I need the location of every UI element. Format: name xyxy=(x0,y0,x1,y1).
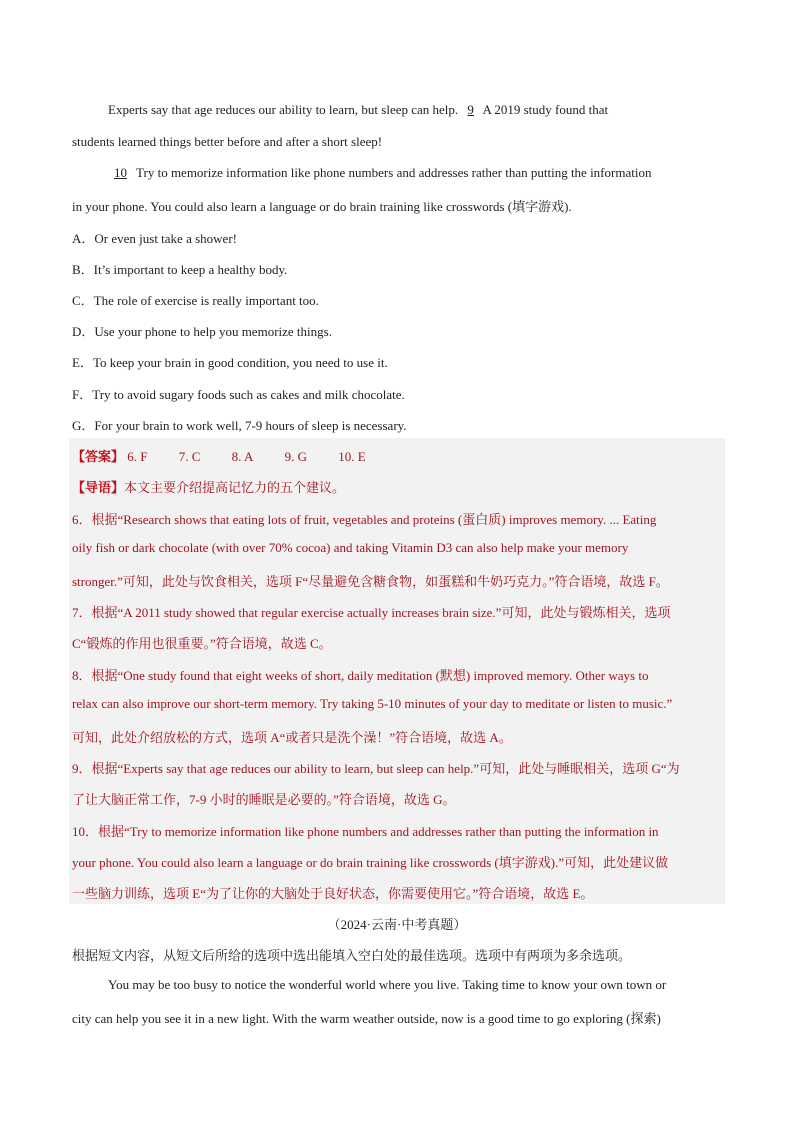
passage-text: Try to memorize information like phone numbers and addresses rather than putting the information xyxy=(136,165,652,180)
source-note: （2024·云南·中考真题） xyxy=(327,917,467,932)
option-c: C．The role of exercise is really important too. xyxy=(72,293,319,308)
explanation-line: stronger.”可知，此处与饮食相关，选项 F“尽量避免含糖食物，如蛋糕和牛奶巧克力。”符合语境，故选 F。 xyxy=(72,574,669,589)
option-e: E．To keep your brain in good condition, you need to use it. xyxy=(72,355,388,370)
explanation-line: 一些脑力训练，选项 E“为了让你的大脑处于良好状态，你需要使用它。”符合语境，故选 E。 xyxy=(72,886,594,901)
passage-text: A 2019 study found that xyxy=(482,102,609,117)
answer-item: 10. E xyxy=(338,449,366,464)
answer-item: 6. F xyxy=(127,449,148,464)
passage-line xyxy=(108,165,724,181)
answer-item: 9. G xyxy=(284,449,307,464)
explanation-line: oily fish or dark chocolate (with over 70% cocoa) and taking Vitamin D3 can also help make your memory xyxy=(72,540,629,555)
answer-item: 8. A xyxy=(231,449,254,464)
passage-line: city can help you see it in a new light. With the warm weather outside, now is a good time to go exploring (探索) xyxy=(72,1011,661,1026)
explanation-line: 6．根据“Research shows that eating lots of fruit, vegetables and proteins (蛋白质) improves memory. ... Eating xyxy=(72,512,657,527)
passage-text: Experts say that age reduces our ability to learn, but sleep can help. xyxy=(108,102,459,117)
explanation-line: 8．根据“One study found that eight weeks of short, daily meditation (默想) improved memory. Other ways to xyxy=(72,668,649,683)
passage-line: students learned things better before and after a short sleep! xyxy=(72,134,383,149)
guide-line xyxy=(72,477,724,496)
explanation-line: 9．根据“Experts say that age reduces our ability to learn, but sleep can help.”可知，此处与睡眠相关，选项 G“为 xyxy=(72,761,680,776)
option-f: F．Try to avoid sugary foods such as cakes and milk chocolate. xyxy=(72,387,405,402)
option-b: B．It’s important to keep a healthy body. xyxy=(72,262,288,277)
blank-10: 10 xyxy=(114,165,127,180)
explanation-line: 可知，此处介绍放松的方式，选项 A“或者只是洗个澡！”符合语境，故选 A。 xyxy=(72,730,512,745)
answer-line xyxy=(72,446,724,465)
explanation-line: 了让大脑正常工作，7-9 小时的睡眠是必要的。”符合语境，故选 G。 xyxy=(72,792,456,807)
option-a: A．Or even just take a shower! xyxy=(72,231,237,246)
explanation-line: relax can also improve our short-term memory. Try taking 5-10 minutes of your day to meditate or listen to music.” xyxy=(72,696,673,711)
passage-line: in your phone. You could also learn a language or do brain training like crosswords (填字游戏). xyxy=(72,199,572,214)
answer-item: 7. C xyxy=(178,449,201,464)
option-d: D．Use your phone to help you memorize things. xyxy=(72,324,332,339)
blank-9: 9 xyxy=(467,102,474,117)
answer-tag: 【答案】 xyxy=(72,449,125,464)
explanation-line: 7．根据“A 2011 study showed that regular exercise actually increases brain size.”可知，此处与锻炼相关，选项 xyxy=(72,605,671,620)
explanation-line: 10．根据“Try to memorize information like phone numbers and addresses rather than putting the information in xyxy=(72,824,659,839)
passage-line: You may be too busy to notice the wonderful world where you live. Taking time to know your own town or xyxy=(108,977,667,992)
explanation-line: your phone. You could also learn a language or do brain training like crosswords (填字游戏).”可知，此处建议做 xyxy=(72,855,669,870)
option-g: G．For your brain to work well, 7-9 hours of sleep is necessary. xyxy=(72,418,407,433)
guide-text: 本文主要介绍提高记忆力的五个建议。 xyxy=(124,480,346,495)
explanation-line: C“锻炼的作用也很重要。”符合语境，故选 C。 xyxy=(72,636,332,651)
instruction: 根据短文内容，从短文后所给的选项中选出能填入空白处的最佳选项。选项中有两项为多余选项。 xyxy=(72,948,632,963)
guide-tag: 【导语】 xyxy=(72,480,125,495)
passage-line xyxy=(108,102,724,118)
